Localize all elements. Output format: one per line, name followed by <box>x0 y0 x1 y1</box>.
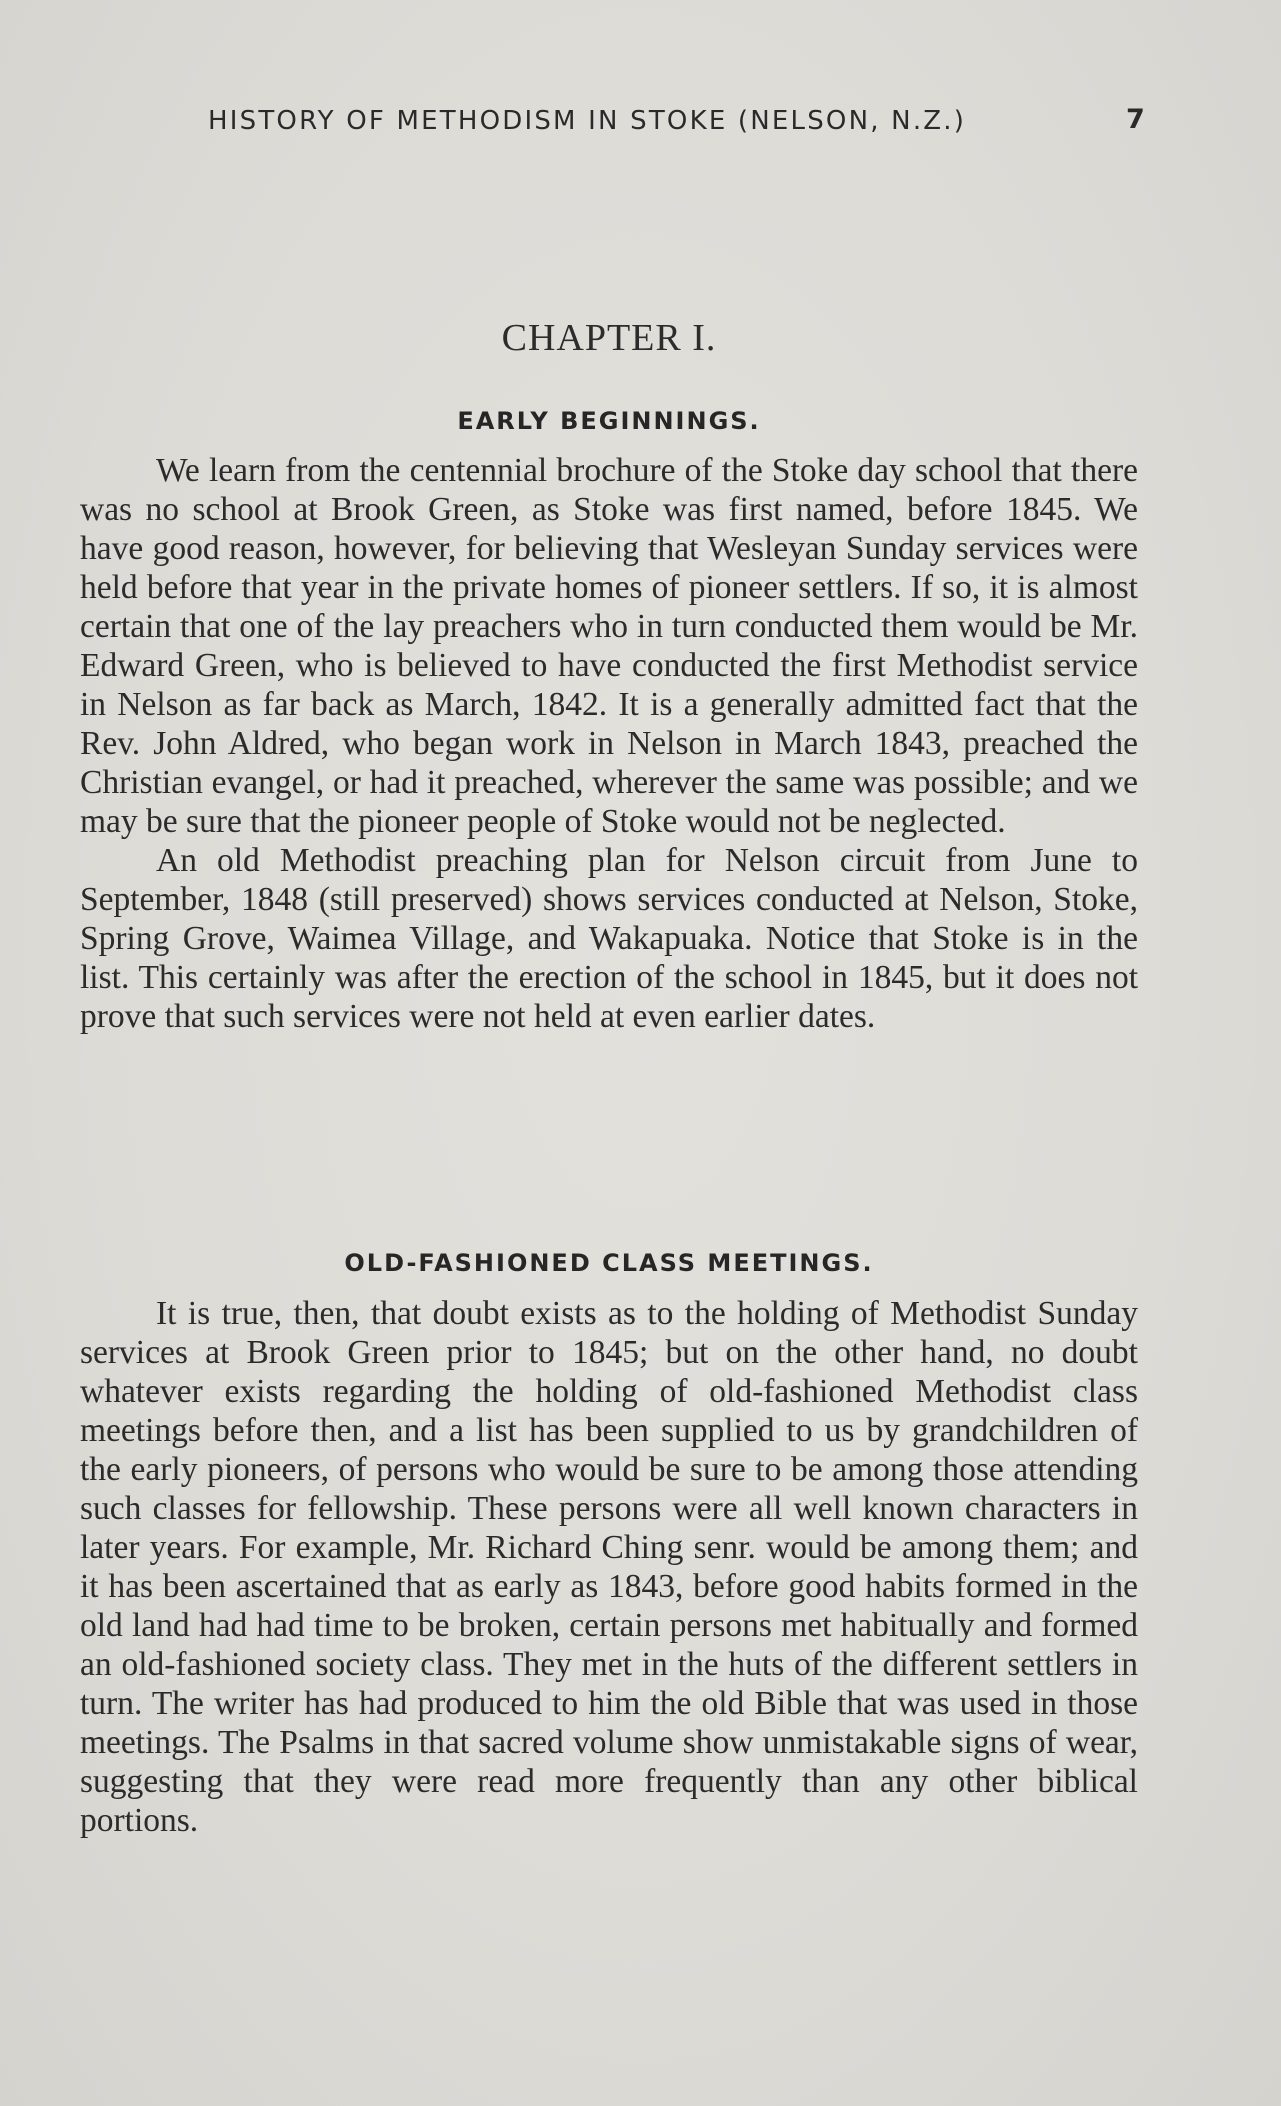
section-heading-early-beginnings: EARLY BEGINNINGS. <box>457 407 761 435</box>
section-heading-class-meetings: OLD-FASHIONED CLASS MEETINGS. <box>344 1249 874 1277</box>
page-number: 7 <box>1126 104 1145 135</box>
running-head: HISTORY OF METHODISM IN STOKE (NELSON, N.Z.) <box>208 106 967 136</box>
paragraph: We learn from the centennial brochure of the Stoke day school that there was no school at Brook Green, as Stoke was first named, before 1845. We have good reason, however, for believing that Wesleyan Sunday services were held before that year in the private homes of pioneer settlers. If so, it is almost certain that one of the lay preachers who in turn conducted them would be Mr. Edward Green, who is believed to have conducted the first Methodist service in Nelson as far back as March, 1842. It is a generally admitted fact that the Rev. John Aldred, who began work in Nelson in March 1843, preached the Christian evangel, or had it preached, wherever the same was possible; and we may be sure that the pioneer people of Stoke would not be neglected. <box>80 452 1138 840</box>
paragraph: It is true, then, that doubt exists as to the holding of Methodist Sunday services at Brook Green prior to 1845; but on the other hand, no doubt whatever exists regarding the holding of old-fashioned Methodist class meetings before then, and a list has been supplied to us by grandchildren of the early pioneers, of persons who would be sure to be among those attending such classes for fellowship. These persons were all well known characters in later years. For example, Mr. Richard Ching senr. would be among them; and it has been ascertained that as early as 1843, before good habits formed in the old land had had time to be broken, certain persons met habitually and formed an old-fashioned society class. They met in the huts of the different settlers in turn. The writer has had produced to him the old Bible that was used in those meetings. The Psalms in that sacred volume show unmistakable signs of wear, suggesting that they were read more frequently than any other biblical portions. <box>80 1295 1138 1839</box>
section-body-class-meetings <box>80 1294 1138 1840</box>
paragraph: An old Methodist preaching plan for Nelson circuit from June to September, 1848 (still preserved) shows services conducted at Nelson, Stoke, Spring Grove, Waimea Village, and Wakapuaka. Notice that Stoke is in the list. This certainly was after the erection of the school in 1845, but it does not prove that such services were not held at even earlier dates. <box>80 842 1138 1035</box>
chapter-title: CHAPTER I. <box>501 317 717 359</box>
section-body-early-beginnings <box>80 451 1138 1036</box>
